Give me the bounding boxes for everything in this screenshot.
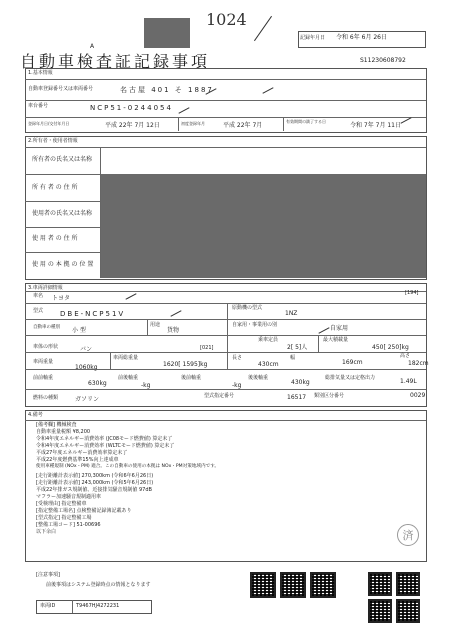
length-value: 430cm (258, 361, 279, 368)
height-value: 182cm (408, 360, 429, 367)
weight-label: 車両重量 (33, 359, 54, 365)
serial-number: S11230608792 (360, 57, 406, 64)
note-line: 使用車種規制 (NOx・PM) 適合。この自動車の使用の本拠は NOx・PM対策地域内です。 (36, 464, 220, 469)
qr-code-7 (396, 599, 420, 623)
height-label: 高さ (400, 353, 411, 359)
qr-code-6 (368, 599, 392, 623)
capacity-value: 2[ 5]人 (287, 344, 308, 351)
qr-code-2 (280, 572, 306, 598)
use-label: 用途 (150, 322, 161, 328)
notice-text: 前後事項はシステム登録時点の情報となります (46, 582, 151, 588)
type-label: 自動車の種別 (33, 325, 60, 330)
user-name-label: 使用者の氏名又は名称 (32, 210, 93, 217)
approval-value: 16517 (287, 394, 307, 401)
maxload-label: 最大積載量 (323, 337, 349, 343)
front-axle-value: 630kg (88, 380, 107, 387)
note-line: 以下余白 (36, 529, 57, 535)
corner-letter: A (90, 43, 95, 50)
reg-label: 自動車登録番号又は車両番号 (28, 86, 94, 92)
capacity-label: 乗車定員 (258, 337, 279, 343)
record-date-value: 令和 6年 6月 26日 (336, 34, 387, 41)
code-194: [194] (405, 290, 419, 296)
fuel-value: ガソリン (75, 396, 100, 403)
maker-value: トヨタ (52, 295, 71, 302)
vehicle-id-label: 車両ID (40, 603, 56, 609)
rear-front-label: 後前軸重 (181, 375, 202, 381)
user-address-label: 使 用 者 の 住 所 (32, 235, 78, 242)
note-line: 平成27年度エネルギー消費効率算定未了 (36, 450, 128, 456)
qr-code-5 (396, 572, 420, 596)
first-reg-label: 登録年月日/交付年月日 (28, 121, 70, 126)
inspection-stamp: 済 (397, 524, 419, 546)
displacement-label: 総排気量又は定格出力 (325, 375, 376, 381)
displacement-value: 1.49L (400, 378, 417, 385)
first-reg-value: 平成 22年 7月 12日 (105, 122, 160, 129)
qr-code-1 (250, 572, 276, 598)
first-year-label: 初度登録年月 (181, 121, 205, 126)
chassis-label: 車台番号 (28, 103, 49, 109)
qr-code-3 (310, 572, 336, 598)
class-label: 類別区分番号 (314, 393, 345, 399)
expiry-value: 令和 7年 7月 11日 (350, 122, 401, 129)
gross-value: 1620[ 1595]kg (163, 361, 208, 368)
redacted-owner-info (101, 174, 426, 278)
section3-label: 3.車両詳細情報 (28, 285, 63, 291)
use-value: 貨物 (167, 327, 180, 334)
note-line: 令和4年度エネルギー消費効率 (WLTCモード燃費値) 算定未了 (36, 443, 175, 449)
rear-axle-value: 430kg (291, 379, 310, 386)
reg-value: 名古屋 401 そ 1887 (120, 86, 214, 94)
expiry-label: 有効期間の満了する日 (286, 119, 326, 124)
owner-address-label: 所 有 者 の 住 所 (32, 184, 78, 191)
length-label: 長さ (232, 355, 243, 361)
note-line: 自動車重量税額 ¥8,200 (36, 429, 91, 435)
note-line: [受検理由] 指定整備車 (36, 501, 87, 507)
qr-code-4 (368, 572, 392, 596)
section1-label: 1.基本情報 (28, 70, 53, 76)
note-line: 平成22年排ガス規制値、近接排気騒音規制値 97dB (36, 487, 152, 493)
body-label: 車体の形状 (33, 344, 59, 350)
handwritten-number: 1024 (206, 10, 247, 29)
fuel-label: 燃料の種類 (33, 395, 59, 401)
weight-value: 1060kg (75, 364, 98, 371)
rear-axle-label: 後後軸重 (248, 375, 269, 381)
width-label: 幅 (290, 355, 296, 361)
note-line: マフラー加速騒音規制適用車 (36, 494, 102, 500)
purpose-label: 自家用・事業用の別 (232, 322, 278, 328)
type-value: 小 型 (72, 327, 86, 334)
maker-label: 車名 (33, 293, 44, 299)
note-line: [走行距離計表示値] 243,000km (令和5年6月26日) (36, 480, 154, 486)
note-line: [指定整備工場名] 点検整備記録簿記載あり (36, 508, 132, 514)
first-year-value: 平成 22年 7月 (223, 122, 263, 129)
width-value: 169cm (342, 359, 363, 366)
code-021: [021] (200, 345, 214, 351)
note-line: 平成22年度燃費基準15%向上達成車 (36, 457, 119, 463)
section2-label: 2.所有者・使用者情報 (28, 138, 78, 144)
record-date-label: 記録年月日 (300, 35, 326, 41)
fr-axle-value: -kg (141, 382, 151, 389)
note-line: [備考欄] 機械検査 (36, 422, 77, 428)
fr-axle-label: 前後軸重 (118, 375, 139, 381)
chassis-value: NCP51-0244054 (90, 104, 173, 112)
handwritten-slash (254, 16, 272, 41)
body-value: バン (80, 346, 93, 353)
model-value: DBE-NCP51V (60, 310, 126, 318)
purpose-value: 自家用 (330, 325, 349, 332)
note-line: [走行距離計表示値] 270,300km (令和6年6月26日) (36, 473, 154, 479)
approval-label: 型式指定番号 (204, 393, 235, 399)
redacted-block-top (144, 18, 190, 48)
front-axle-label: 前前軸重 (33, 375, 54, 381)
maxload-value: 450[ 250]kg (372, 344, 409, 351)
note-line: [型式指定] 指定整備工場 (36, 515, 92, 521)
model-label: 型式 (33, 308, 44, 314)
motor-label: 原動機の型式 (232, 305, 263, 311)
owner-name-label: 所有者の氏名又は名称 (32, 156, 93, 163)
note-line: 令和4年度エネルギー消費効率 (JC08モード燃費値) 算定未了 (36, 436, 173, 442)
vehicle-id-value: T9467HJ4272231 (76, 603, 120, 609)
gross-label: 車両総重量 (113, 355, 139, 361)
class-value: 0029 (410, 392, 426, 399)
rear-front-value: -kg (232, 382, 242, 389)
section4-label: 4.備考 (28, 412, 43, 418)
base-location-label: 使 用 の 本 拠 の 位 置 (32, 261, 94, 268)
notice-label: [注意事項] (36, 572, 60, 578)
motor-value: 1NZ (285, 310, 298, 317)
note-line: [整備工場コード] 51-00696 (36, 522, 101, 528)
page-title: 自動車検査証記録事項 (20, 52, 211, 71)
